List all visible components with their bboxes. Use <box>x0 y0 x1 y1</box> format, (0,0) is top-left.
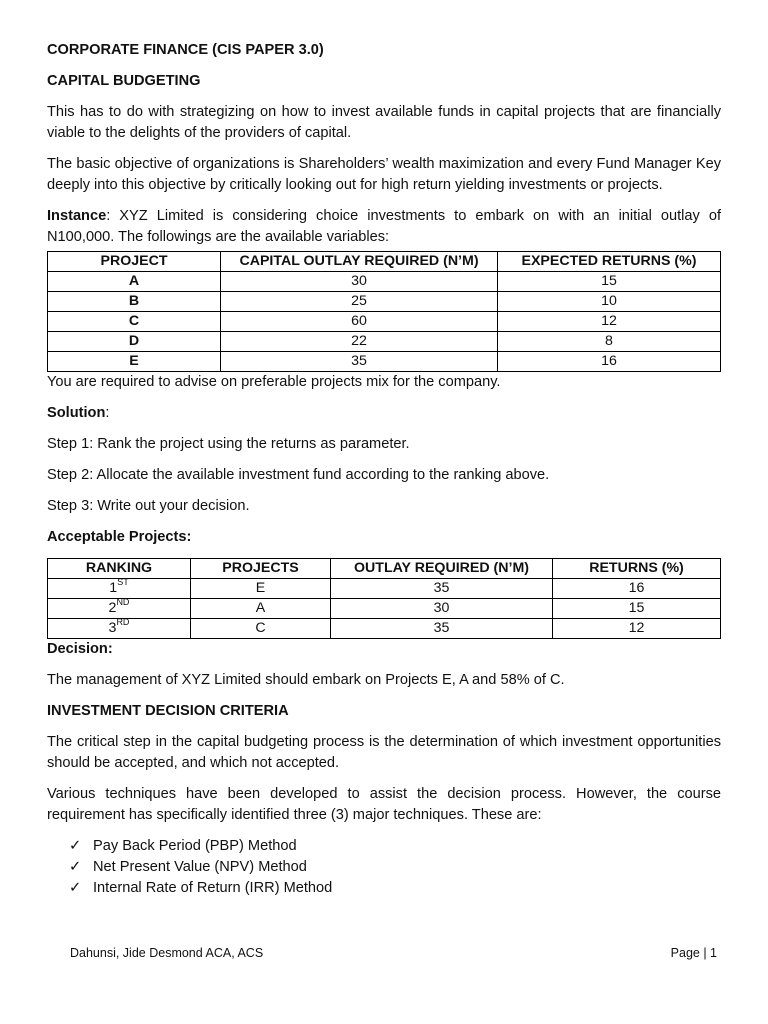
paragraph-decision: The management of XYZ Limited should embark on Projects E, A and 58% of C. <box>47 672 565 688</box>
instance-text: : XYZ Limited is considering choice investments to embark on with an initial outlay of N100,000. The followings are the available variables: <box>47 208 721 245</box>
solution-colon: : <box>105 405 110 421</box>
cell-project: D <box>48 332 221 352</box>
header-project: PROJECT <box>48 252 221 272</box>
cell-project: E <box>191 579 331 599</box>
table-row <box>48 332 721 352</box>
table-row <box>48 272 721 292</box>
header-outlay-required: OUTLAY REQUIRED (N’M) <box>331 559 553 579</box>
list-item: ✓ Pay Back Period (PBP) Method <box>69 836 721 857</box>
document-title: CORPORATE FINANCE (CIS PAPER 3.0) <box>47 42 324 58</box>
footer-page-number: Page | 1 <box>670 946 717 960</box>
paragraph-advise: You are required to advise on preferable projects mix for the company. <box>47 374 501 390</box>
paragraph-techniques: Various techniques have been developed to assist the decision process. However, the course requirement has specifically identified three (3) major techniques. These are: <box>47 786 721 823</box>
cell-outlay: 30 <box>221 272 498 292</box>
list-item: ✓ Net Present Value (NPV) Method <box>69 857 721 878</box>
cell-ranking: 2ND <box>48 599 191 619</box>
paragraph-instance <box>47 206 721 248</box>
list-item: ✓ Internal Rate of Return (IRR) Method <box>69 878 721 899</box>
cell-returns: 16 <box>498 352 721 372</box>
check-icon: ✓ <box>69 838 82 854</box>
check-icon: ✓ <box>69 880 82 896</box>
solution-label: Solution <box>47 405 106 421</box>
check-icon: ✓ <box>69 859 82 875</box>
step-3: Step 3: Write out your decision. <box>47 498 250 514</box>
table-header-row <box>48 252 721 272</box>
step-1: Step 1: Rank the project using the returns as parameter. <box>47 436 410 452</box>
header-ranking: RANKING <box>48 559 191 579</box>
cell-outlay: 30 <box>331 599 553 619</box>
footer-author: Dahunsi, Jide Desmond ACA, ACS <box>70 946 264 960</box>
cell-returns: 15 <box>498 272 721 292</box>
table-header-row <box>48 559 721 579</box>
projects-table <box>47 251 721 372</box>
cell-project: E <box>48 352 221 372</box>
cell-outlay: 60 <box>221 312 498 332</box>
solution-heading <box>47 403 721 424</box>
cell-returns: 16 <box>553 579 721 599</box>
table-row <box>48 312 721 332</box>
section-heading-investment-criteria: INVESTMENT DECISION CRITERIA <box>47 703 289 719</box>
cell-outlay: 35 <box>221 352 498 372</box>
cell-project: C <box>191 619 331 639</box>
section-heading-capital-budgeting: CAPITAL BUDGETING <box>47 73 201 89</box>
techniques-list <box>47 836 721 899</box>
cell-ranking: 3RD <box>48 619 191 639</box>
cell-project: C <box>48 312 221 332</box>
cell-returns: 12 <box>553 619 721 639</box>
paragraph-critical-step: The critical step in the capital budgeting process is the determination of which investment opportunities should be accepted, and which not accepted. <box>47 734 721 771</box>
header-expected-returns: EXPECTED RETURNS (%) <box>498 252 721 272</box>
cell-returns: 15 <box>553 599 721 619</box>
cell-outlay: 35 <box>331 619 553 639</box>
table-row <box>48 292 721 312</box>
page-footer <box>70 946 717 960</box>
cell-project: B <box>48 292 221 312</box>
step-2: Step 2: Allocate the available investment fund according to the ranking above. <box>47 467 550 483</box>
cell-outlay: 35 <box>331 579 553 599</box>
table-row <box>48 352 721 372</box>
cell-project: A <box>48 272 221 292</box>
acceptable-projects-table <box>47 558 721 639</box>
header-returns: RETURNS (%) <box>553 559 721 579</box>
document-body <box>47 40 721 899</box>
header-projects: PROJECTS <box>191 559 331 579</box>
table-row <box>48 579 721 599</box>
table-row <box>48 619 721 639</box>
table-row <box>48 599 721 619</box>
cell-ranking: 1ST <box>48 579 191 599</box>
cell-outlay: 25 <box>221 292 498 312</box>
cell-outlay: 22 <box>221 332 498 352</box>
decision-heading: Decision: <box>47 641 113 657</box>
header-capital-outlay: CAPITAL OUTLAY REQUIRED (N’M) <box>221 252 498 272</box>
acceptable-projects-heading: Acceptable Projects: <box>47 529 192 545</box>
cell-returns: 8 <box>498 332 721 352</box>
paragraph-objective: The basic objective of organizations is Shareholders’ wealth maximization and every Fund Manager Key deeply into this objective by critically looking out for high return yielding investments or projects. <box>47 156 721 193</box>
cell-project: A <box>191 599 331 619</box>
paragraph-definition: This has to do with strategizing on how to invest available funds in capital projects that are financially viable to the delights of the providers of capital. <box>47 104 721 141</box>
cell-returns: 10 <box>498 292 721 312</box>
instance-label: Instance <box>47 208 107 224</box>
cell-returns: 12 <box>498 312 721 332</box>
